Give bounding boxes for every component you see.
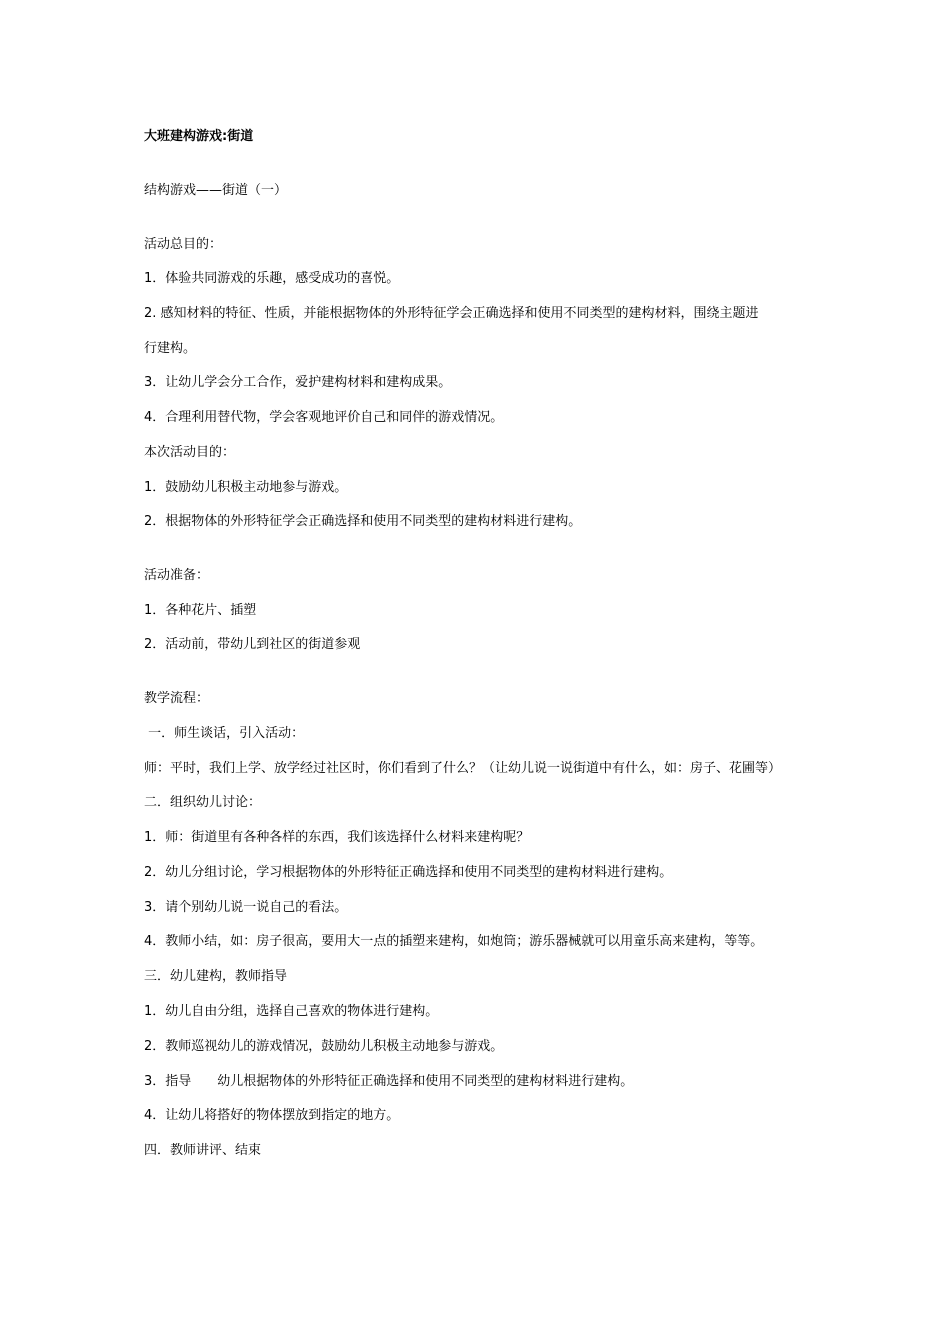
session-goals-heading: 本次活动目的： <box>144 445 236 460</box>
process-item: 1．幼儿自由分组，选择自己喜欢的物体进行建构。 <box>144 1004 439 1019</box>
process-heading: 教学流程： <box>144 691 210 706</box>
process-section-heading: 三．幼儿建构，教师指导 <box>144 969 288 984</box>
session-goal-item: 2．根据物体的外形特征学会正确选择和使用不同类型的建构材料进行建构。 <box>144 514 582 529</box>
process-item: 4．教师小结，如：房子很高，要用大一点的插塑来建构，如炮筒；游乐器械就可以用童乐高来建构，等等。 <box>144 934 764 949</box>
overall-goal-item: 2. 感知材料的特征、性质，并能根据物体的外形特征学会正确选择和使用不同类型的建构材料，围绕主题进 <box>144 306 759 321</box>
session-goal-item: 1．鼓励幼儿积极主动地参与游戏。 <box>144 480 348 495</box>
preparation-heading: 活动准备： <box>144 568 210 583</box>
preparation-item: 2．活动前，带幼儿到社区的街道参观 <box>144 637 361 652</box>
overall-goals-heading: 活动总目的： <box>144 237 223 252</box>
process-item: 4．让幼儿将搭好的物体摆放到指定的地方。 <box>144 1108 400 1123</box>
process-section-heading: 二．组织幼儿讨论： <box>144 795 262 810</box>
overall-goal-item: 1．体验共同游戏的乐趣，感受成功的喜悦。 <box>144 271 400 286</box>
process-section-heading: 四．教师讲评、结束 <box>144 1143 262 1158</box>
process-section-heading: 一．师生谈话，引入活动： <box>144 726 305 741</box>
document-subtitle: 结构游戏——街道（一） <box>144 183 288 198</box>
overall-goal-item: 3．让幼儿学会分工合作，爱护建构材料和建构成果。 <box>144 375 452 390</box>
process-item: 3．请个别幼儿说一说自己的看法。 <box>144 900 348 915</box>
overall-goal-item: 4．合理利用替代物，学会客观地评价自己和同伴的游戏情况。 <box>144 410 504 425</box>
process-item: 2．幼儿分组讨论，学习根据物体的外形特征正确选择和使用不同类型的建构材料进行建构。 <box>144 865 673 880</box>
process-item: 师：平时，我们上学、放学经过社区时，你们看到了什么？（让幼儿说一说街道中有什么，如：房子、花圃等） <box>144 761 782 776</box>
process-item: 2．教师巡视幼儿的游戏情况，鼓励幼儿积极主动地参与游戏。 <box>144 1039 504 1054</box>
preparation-item: 1．各种花片、插塑 <box>144 603 257 618</box>
process-item: 3．指导 幼儿根据物体的外形特征正确选择和使用不同类型的建构材料进行建构。 <box>144 1074 634 1089</box>
process-item: 1．师：街道里有各种各样的东西，我们该选择什么材料来建构呢？ <box>144 830 530 845</box>
document-title: 大班建构游戏:街道 <box>144 129 254 144</box>
overall-goal-item-continuation: 行建构。 <box>144 341 197 356</box>
